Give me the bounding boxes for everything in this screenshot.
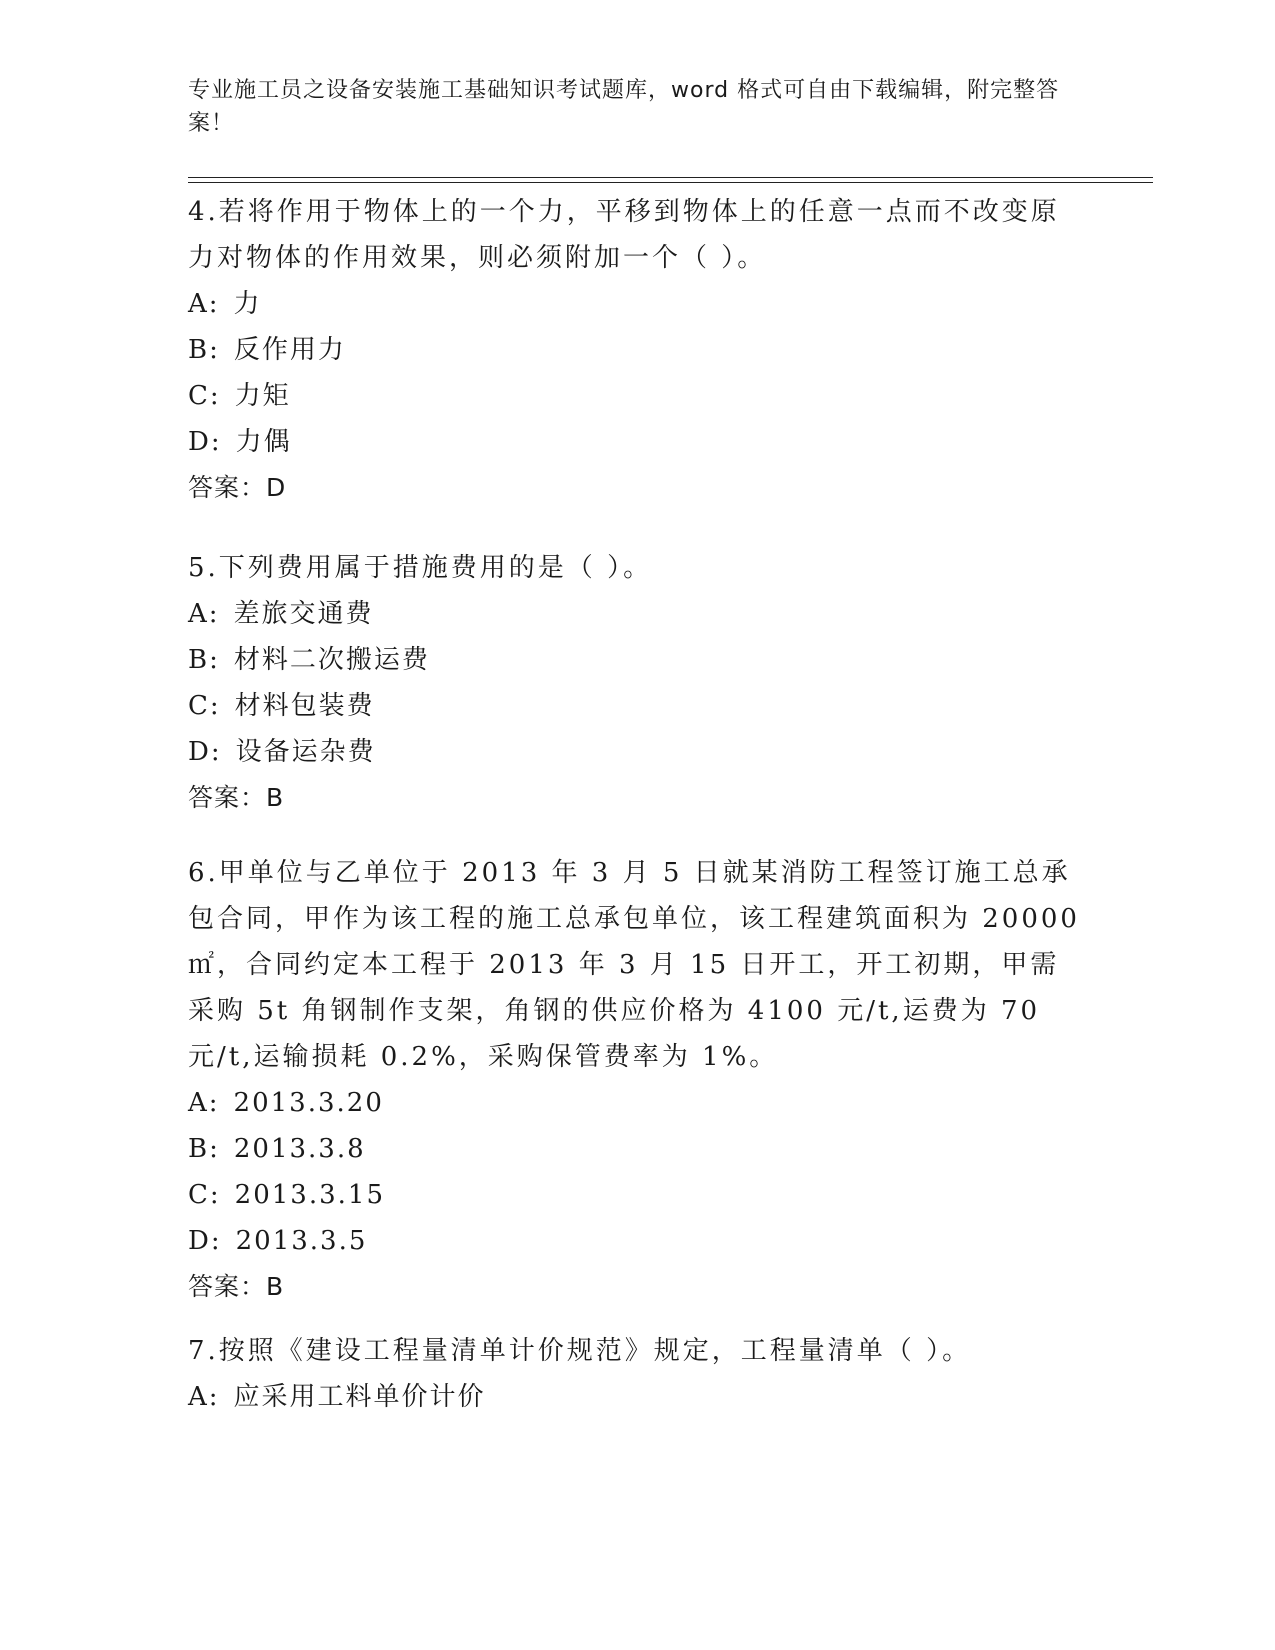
document-header: 专业施工员之设备安装施工基础知识考试题库，word 格式可自由下载编辑，附完整答案！ [188,78,1060,136]
question-stem: 6.甲单位与乙单位于 2013 年 3 月 5 日就某消防工程签订施工总承包合同，甲作为该工程的施工总承包单位，该工程建筑面积为 20000㎡，合同约定本工程于 2013 年 3 月 15 日开工，开工初期，甲需采购 5t 角钢制作支架，角钢的供应价格为 4100 元/t,运费为 70 元/t,运输损耗 0.2%，采购保管费率为 1%。 [188,858,1080,1072]
option-a [188,1080,1088,1126]
answer-line: 答案：B [188,783,285,812]
option-text: 2013.3.5 [235,1226,368,1256]
option-key: D: [188,1226,222,1256]
option-key: A: [188,1382,220,1412]
question-7 [188,1328,1088,1420]
option-text: 设备运杂费 [235,737,376,767]
option-text: 差旅交通费 [233,599,374,629]
option-text: 2013.3.15 [234,1180,385,1210]
header-divider-bottom [188,182,1153,183]
header-divider-top [188,177,1153,178]
answer-line: 答案：B [188,1272,285,1301]
option-key: D: [188,737,222,767]
option-c [188,373,1088,419]
option-key: A: [188,289,220,319]
option-a [188,591,1088,637]
question-stem: 7.按照《建设工程量清单计价规范》规定，工程量清单（ ）。 [188,1336,972,1366]
option-key: D: [188,427,222,457]
option-text: 2013.3.20 [233,1088,384,1118]
option-d [188,1218,1088,1264]
option-text: 反作用力 [233,335,346,365]
option-d [188,419,1088,465]
option-text: 力矩 [234,381,291,411]
option-a [188,1374,1088,1420]
option-key: C: [188,691,221,721]
question-stem: 4.若将作用于物体上的一个力，平移到物体上的任意一点而不改变原力对物体的作用效果，则必须附加一个（ ）。 [188,197,1060,273]
option-c [188,1172,1088,1218]
option-key: C: [188,1180,221,1210]
option-c [188,683,1088,729]
option-d [188,729,1088,775]
option-b [188,637,1088,683]
option-key: A: [188,599,220,629]
option-key: B: [188,335,220,365]
option-key: B: [188,645,220,675]
option-text: 2013.3.8 [233,1134,366,1164]
answer-line: 答案：D [188,473,287,502]
option-text: 力偶 [235,427,292,457]
option-text: 材料二次搬运费 [233,645,430,675]
option-text: 应采用工料单价计价 [233,1382,486,1412]
option-a [188,281,1088,327]
option-b [188,1126,1088,1172]
question-stem: 5.下列费用属于措施费用的是（ ）。 [188,553,653,583]
option-key: B: [188,1134,220,1164]
option-key: C: [188,381,221,411]
option-text: 力 [233,289,262,319]
option-b [188,327,1088,373]
question-5 [188,545,1088,821]
option-key: A: [188,1088,220,1118]
question-4 [188,189,1088,511]
question-6 [188,850,1088,1310]
option-text: 材料包装费 [234,691,375,721]
